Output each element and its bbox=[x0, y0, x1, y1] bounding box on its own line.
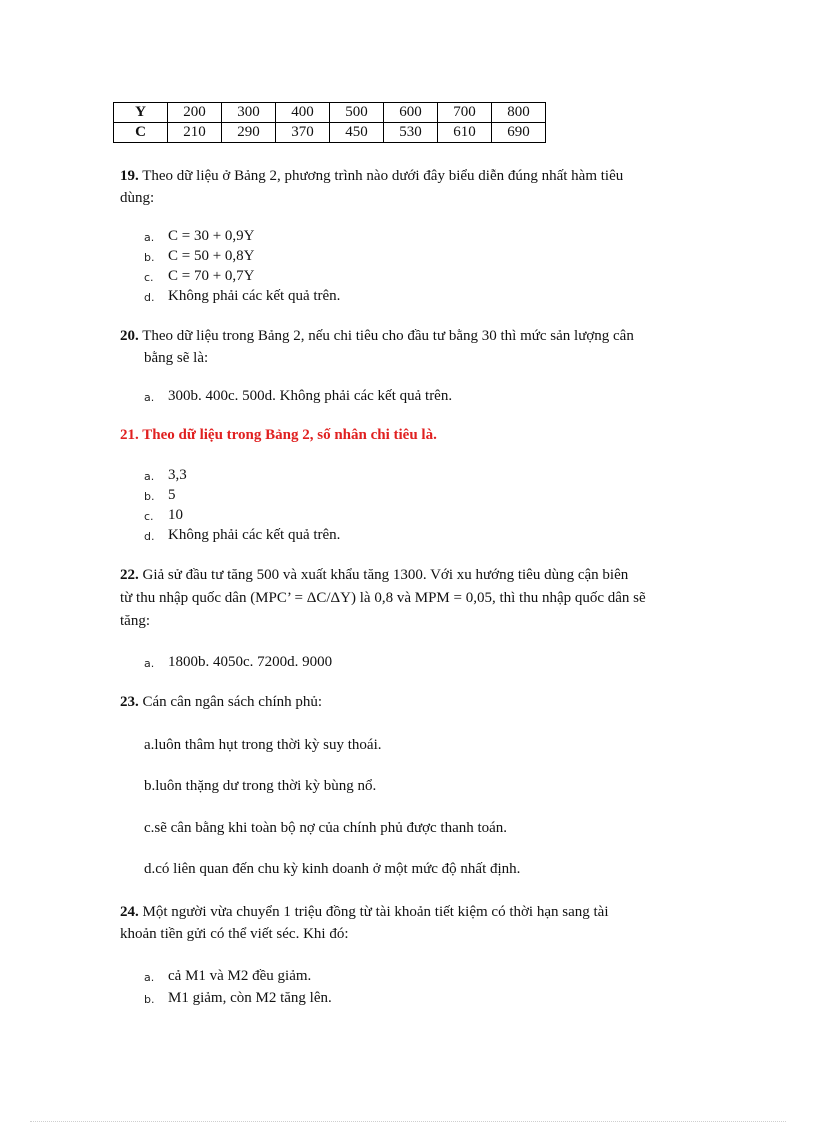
option-marker: c. bbox=[144, 510, 154, 523]
page-footer-divider bbox=[30, 1121, 786, 1122]
option-text: 300b. 400c. 500d. Không phải các kết quả trên. bbox=[168, 388, 453, 404]
question-text: Một người vừa chuyển 1 triệu đồng từ tài khoản tiết kiệm có thời hạn sang tài bbox=[142, 904, 609, 920]
option-text: 10 bbox=[168, 507, 183, 523]
option-text: Không phải các kết quả trên. bbox=[168, 288, 341, 304]
question-22-line2: từ thu nhập quốc dân (MPC’ = ΔC/ΔY) là 0,8 và MPM = 0,05, thì thu nhập quốc dân sẽ bbox=[120, 590, 646, 606]
question-number: 22. bbox=[120, 567, 139, 583]
question-text: Giả sử đầu tư tăng 500 và xuất khẩu tăng 1300. Với xu hướng tiêu dùng cận biên bbox=[142, 567, 629, 583]
table-cell: 600 bbox=[384, 103, 438, 123]
row-label-y: Y bbox=[114, 103, 168, 123]
option-text: C = 30 + 0,9Y bbox=[168, 228, 255, 244]
option-marker: a. bbox=[144, 391, 155, 404]
table-cell: 700 bbox=[438, 103, 492, 123]
question-text: Theo dữ liệu ở Bảng 2, phương trình nào dưới đây biểu diễn đúng nhất hàm tiêu bbox=[142, 168, 624, 184]
question-20-line1 bbox=[120, 325, 634, 347]
option-text: b.luôn thặng dư trong thời kỳ bùng nổ. bbox=[144, 778, 377, 794]
table-cell: 200 bbox=[168, 103, 222, 123]
question-22-line3: tăng: bbox=[120, 613, 150, 629]
table-cell: 290 bbox=[222, 123, 276, 143]
option-marker: a. bbox=[144, 231, 155, 244]
option-text: c.sẽ cân bằng khi toàn bộ nợ của chính phủ được thanh toán. bbox=[144, 820, 508, 836]
data-table bbox=[113, 102, 546, 143]
option-marker: a. bbox=[144, 657, 155, 670]
question-19-line1 bbox=[120, 165, 623, 187]
question-number: 23. bbox=[120, 694, 139, 710]
option-marker: a. bbox=[144, 470, 155, 483]
table-cell: 530 bbox=[384, 123, 438, 143]
option-text: Không phải các kết quả trên. bbox=[168, 527, 341, 543]
table-cell: 610 bbox=[438, 123, 492, 143]
option-marker: c. bbox=[144, 271, 154, 284]
option-text: 3,3 bbox=[168, 467, 187, 483]
row-label-c: C bbox=[114, 123, 168, 143]
table-cell: 300 bbox=[222, 103, 276, 123]
question-text: Theo dữ liệu trong Bảng 2, nếu chi tiêu cho đầu tư bằng 30 thì mức sản lượng cân bbox=[142, 328, 634, 344]
question-22-line1 bbox=[120, 564, 628, 586]
table-cell: 450 bbox=[330, 123, 384, 143]
option-marker: b. bbox=[144, 251, 155, 264]
table-row-y bbox=[114, 103, 546, 123]
question-24-line2: khoản tiền gửi có thể viết séc. Khi đó: bbox=[120, 926, 349, 942]
option-text: d.có liên quan đến chu kỳ kinh doanh ở một mức độ nhất định. bbox=[144, 861, 521, 877]
question-number: 20. bbox=[120, 328, 139, 344]
option-marker: a. bbox=[144, 971, 155, 984]
option-marker: b. bbox=[144, 490, 155, 503]
question-21: 21. Theo dữ liệu trong Bảng 2, số nhân chi tiêu là. bbox=[120, 427, 437, 443]
table-row-c bbox=[114, 123, 546, 143]
table-cell: 210 bbox=[168, 123, 222, 143]
option-text: 1800b. 4050c. 7200d. 9000 bbox=[168, 654, 333, 670]
question-number: 19. bbox=[120, 168, 139, 184]
table-cell: 370 bbox=[276, 123, 330, 143]
option-text: M1 giảm, còn M2 tăng lên. bbox=[168, 990, 332, 1006]
option-text: cả M1 và M2 đều giảm. bbox=[168, 968, 312, 984]
table-cell: 400 bbox=[276, 103, 330, 123]
question-text: Cán cân ngân sách chính phủ: bbox=[142, 694, 323, 710]
question-number: 24. bbox=[120, 904, 139, 920]
option-text: C = 50 + 0,8Y bbox=[168, 248, 255, 264]
option-marker: d. bbox=[144, 530, 155, 543]
option-text: a.luôn thâm hụt trong thời kỳ suy thoái. bbox=[144, 737, 382, 753]
question-19-line2: dùng: bbox=[120, 190, 155, 206]
option-text: C = 70 + 0,7Y bbox=[168, 268, 255, 284]
option-text: 5 bbox=[168, 487, 176, 503]
question-24-line1 bbox=[120, 901, 609, 923]
option-marker: b. bbox=[144, 993, 155, 1006]
table-cell: 500 bbox=[330, 103, 384, 123]
option-marker: d. bbox=[144, 291, 155, 304]
table-cell: 690 bbox=[492, 123, 546, 143]
question-20-line2: bằng sẽ là: bbox=[144, 350, 209, 366]
table-cell: 800 bbox=[492, 103, 546, 123]
question-23 bbox=[120, 691, 322, 713]
